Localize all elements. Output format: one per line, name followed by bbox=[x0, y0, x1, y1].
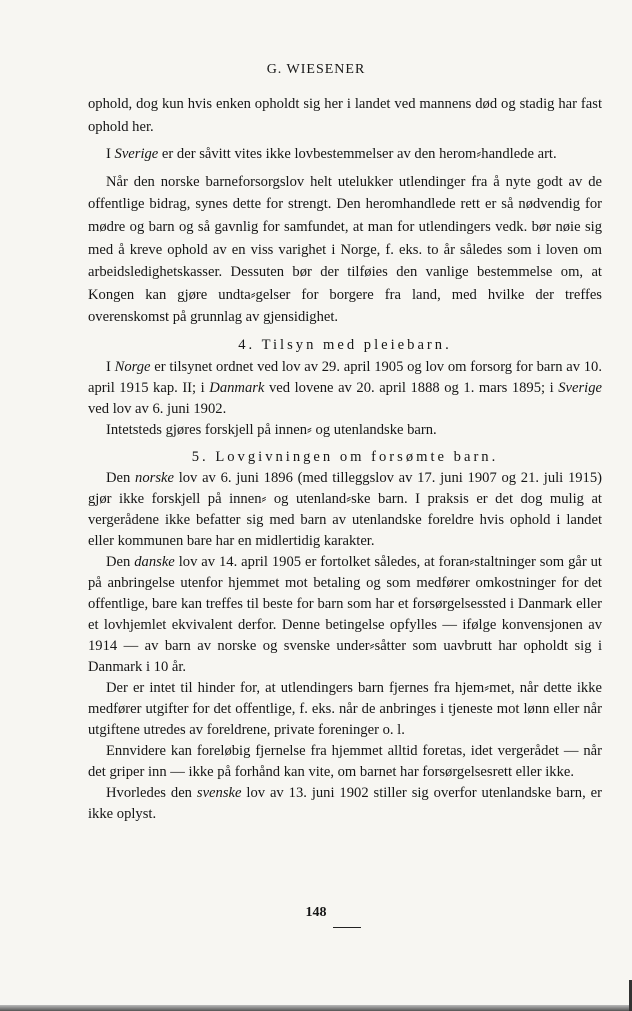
paragraph: Hvorledes den svenske lov av 13. juni 1902 stiller sig overfor utenlandske barn, er ikke oplyst. bbox=[88, 785, 602, 823]
paragraph: Når den norske barneforsorgslov helt utelukker utlendinger fra å nyte godt av de offentlige bidrag, synes dette for strengt. Den heromhandlede rett er så nødvendig for mødre og barn og så gavnlig for samfundet, at man for utlendingers vedk. bør nøie sig med å kreve ophold av en viss varighet i Norge, f. eks. to år således som i loven om arbeidsledighetskasser. Dessuten bør der tilføies den vanlige bestemmelse om, at Kongen kan gjøre undta⸗gelser for borgere fra land, med hvilke der treffes overenskomst på grunnlag av gjensidighet. bbox=[88, 173, 602, 326]
paragraph: Der er intet til hinder for, at utlendingers barn fjernes fra hjem⸗met, når dette ikke medfører utgifter for det offentlige, f. eks. når de anbringes i tjeneste mot lønn eller når utgiftene utredes av foreldrene, private foreninger o. l. bbox=[88, 680, 602, 739]
scan-edge-shadow bbox=[0, 1005, 632, 1011]
page-number: 148 bbox=[305, 905, 327, 920]
paragraph: Ennvidere kan foreløbig fjernelse fra hjemmet alltid foretas, idet vergerådet — når det griper inn — ikke på forhånd kan vite, om barnet har forsørgelsesrett eller ikke. bbox=[88, 743, 602, 781]
paragraph: I Sverige er der såvitt vites ikke lovbestemmelser av den herom⸗handlede art. bbox=[106, 146, 557, 163]
running-head: G. WIESENER bbox=[266, 62, 366, 77]
paragraph: ophold, dog kun hvis enken opholdt sig her i landet ved mannens død og stadig har fast ophold her. bbox=[88, 96, 602, 135]
section-heading: 4. Tilsyn med pleiebarn. bbox=[238, 336, 452, 353]
section-heading: 5. Lovgivningen om forsømte barn. bbox=[191, 448, 499, 465]
folio-underline bbox=[333, 927, 361, 928]
paragraph: Den norske lov av 6. juni 1896 (med tilleggslov av 17. juni 1907 og 21. juli 1915) gjør ikke forskjell på innen⸗ og utenland⸗ske barn. I praksis er det dog mulig at vergerådene ikke befatter sig med barn av utenlandske foreldre hvis ophold i landet eller kommunen bare har en midlertidig karakter. bbox=[88, 470, 602, 550]
paragraph: Intetsteds gjøres forskjell på innen⸗ og utenlandske barn. bbox=[106, 421, 437, 438]
paragraph: Den danske lov av 14. april 1905 er fortolket således, at foran⸗staltninger som går ut på anbringelse utenfor hjemmet mot betaling og som medfører omkostninger for det offentlige, bare kan treffes til beste for barn som har et forsørgelsessted i Danmark eller et lovhjemlet ekvivalent derfor. Denne betingelse opfylles — ifølge konvensjonen av 1914 — av barn av norske og svenske under⸗såtter som uavbrutt har opholdt sig i Danmark i 10 år. bbox=[88, 554, 602, 676]
page-body bbox=[88, 93, 602, 825]
paragraph: I Norge er tilsynet ordnet ved lov av 29. april 1905 og lov om forsorg for barn av 10. april 1915 kap. II; i Danmark ved lovene av 20. april 1888 og 1. mars 1895; i Sverige ved lov av 6. juni 1902. bbox=[88, 358, 602, 417]
